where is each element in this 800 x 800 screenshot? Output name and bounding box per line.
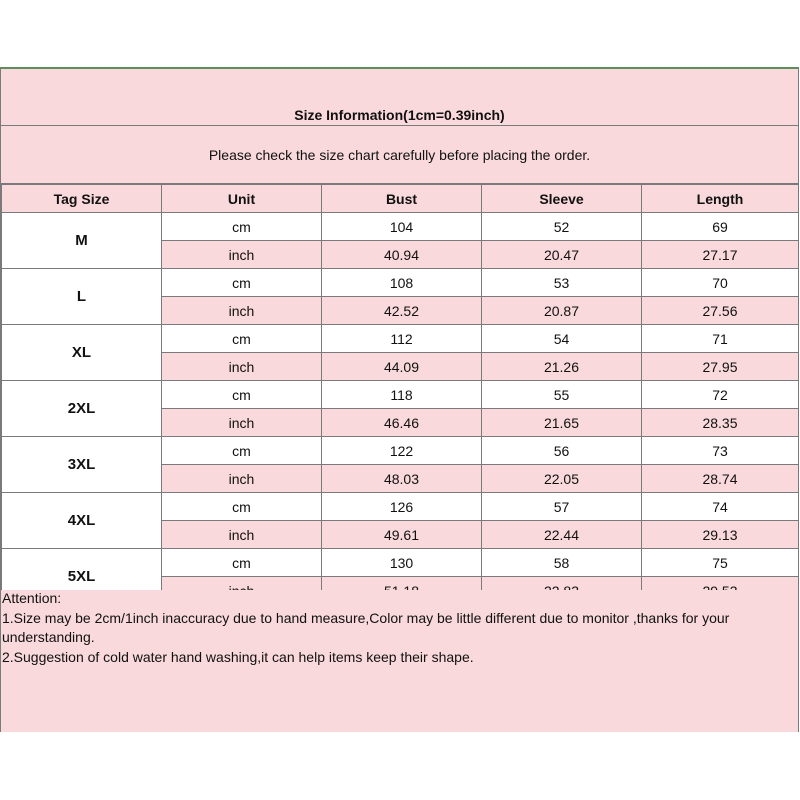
table-row bbox=[2, 549, 799, 577]
length-cell: 28.74 bbox=[642, 465, 799, 493]
bust-cell: 44.09 bbox=[322, 353, 482, 381]
unit-cell: cm bbox=[162, 549, 322, 577]
length-cell: 71 bbox=[642, 325, 799, 353]
sleeve-cell: 21.65 bbox=[482, 409, 642, 437]
unit-cell: cm bbox=[162, 213, 322, 241]
sleeve-cell: 22.05 bbox=[482, 465, 642, 493]
table-row bbox=[2, 269, 799, 297]
table-row bbox=[2, 325, 799, 353]
sleeve-cell: 22.44 bbox=[482, 521, 642, 549]
bust-cell: 46.46 bbox=[322, 409, 482, 437]
header-tag-size: Tag Size bbox=[2, 185, 162, 213]
bust-cell: 108 bbox=[322, 269, 482, 297]
bust-cell: 122 bbox=[322, 437, 482, 465]
size-chart-title bbox=[1, 69, 798, 126]
length-cell: 28.35 bbox=[642, 409, 799, 437]
unit-cell: cm bbox=[162, 269, 322, 297]
length-cell: 29.13 bbox=[642, 521, 799, 549]
tag-size-cell: 4XL bbox=[2, 493, 162, 549]
length-cell: 70 bbox=[642, 269, 799, 297]
header-bust: Bust bbox=[322, 185, 482, 213]
sleeve-cell: 58 bbox=[482, 549, 642, 577]
length-cell: 69 bbox=[642, 213, 799, 241]
sleeve-cell: 21.26 bbox=[482, 353, 642, 381]
length-cell: 27.17 bbox=[642, 241, 799, 269]
title-text: Size Information(1cm=0.39inch) bbox=[294, 107, 505, 123]
unit-cell: inch bbox=[162, 241, 322, 269]
bust-cell: 104 bbox=[322, 213, 482, 241]
bust-cell: 40.94 bbox=[322, 241, 482, 269]
sleeve-cell: 57 bbox=[482, 493, 642, 521]
length-cell: 74 bbox=[642, 493, 799, 521]
sleeve-cell: 52 bbox=[482, 213, 642, 241]
bust-cell: 112 bbox=[322, 325, 482, 353]
length-cell: 27.95 bbox=[642, 353, 799, 381]
attention-notes bbox=[2, 589, 795, 667]
length-cell: 75 bbox=[642, 549, 799, 577]
header-length: Length bbox=[642, 185, 799, 213]
bust-cell: 126 bbox=[322, 493, 482, 521]
table-header-row bbox=[2, 185, 799, 213]
unit-cell: inch bbox=[162, 353, 322, 381]
table-row bbox=[2, 437, 799, 465]
header-sleeve: Sleeve bbox=[482, 185, 642, 213]
sleeve-cell: 54 bbox=[482, 325, 642, 353]
notes-line-2: 2.Suggestion of cold water hand washing,it can help items keep their shape. bbox=[2, 648, 474, 665]
unit-cell: inch bbox=[162, 521, 322, 549]
tag-size-cell: L bbox=[2, 269, 162, 325]
header-unit: Unit bbox=[162, 185, 322, 213]
tag-size-cell: XL bbox=[2, 325, 162, 381]
sleeve-cell: 53 bbox=[482, 269, 642, 297]
bust-cell: 48.03 bbox=[322, 465, 482, 493]
table-row bbox=[2, 493, 799, 521]
length-cell: 72 bbox=[642, 381, 799, 409]
bust-cell: 130 bbox=[322, 549, 482, 577]
sleeve-cell: 56 bbox=[482, 437, 642, 465]
size-chart-subtitle bbox=[1, 126, 798, 184]
unit-cell: inch bbox=[162, 465, 322, 493]
length-cell: 27.56 bbox=[642, 297, 799, 325]
tag-size-cell: 2XL bbox=[2, 381, 162, 437]
length-cell: 73 bbox=[642, 437, 799, 465]
bust-cell: 49.61 bbox=[322, 521, 482, 549]
unit-cell: inch bbox=[162, 297, 322, 325]
unit-cell: cm bbox=[162, 437, 322, 465]
tag-size-cell: 3XL bbox=[2, 437, 162, 493]
subtitle-text: Please check the size chart carefully before placing the order. bbox=[208, 146, 591, 163]
notes-heading: Attention: bbox=[2, 590, 62, 606]
size-table bbox=[1, 184, 799, 605]
unit-cell: cm bbox=[162, 493, 322, 521]
unit-cell: cm bbox=[162, 381, 322, 409]
unit-cell: inch bbox=[162, 409, 322, 437]
bust-cell: 42.52 bbox=[322, 297, 482, 325]
table-row bbox=[2, 381, 799, 409]
sleeve-cell: 20.47 bbox=[482, 241, 642, 269]
table-body bbox=[2, 213, 799, 605]
sleeve-cell: 20.87 bbox=[482, 297, 642, 325]
unit-cell: cm bbox=[162, 325, 322, 353]
tag-size-cell: M bbox=[2, 213, 162, 269]
bust-cell: 118 bbox=[322, 381, 482, 409]
tag-size-cell: 5XL bbox=[2, 549, 162, 605]
sleeve-cell: 55 bbox=[482, 381, 642, 409]
table-row bbox=[2, 213, 799, 241]
notes-line-1: 1.Size may be 2cm/1inch inaccuracy due to hand measure,Color may be little different due to monitor ,thanks for your understanding. bbox=[2, 609, 730, 645]
